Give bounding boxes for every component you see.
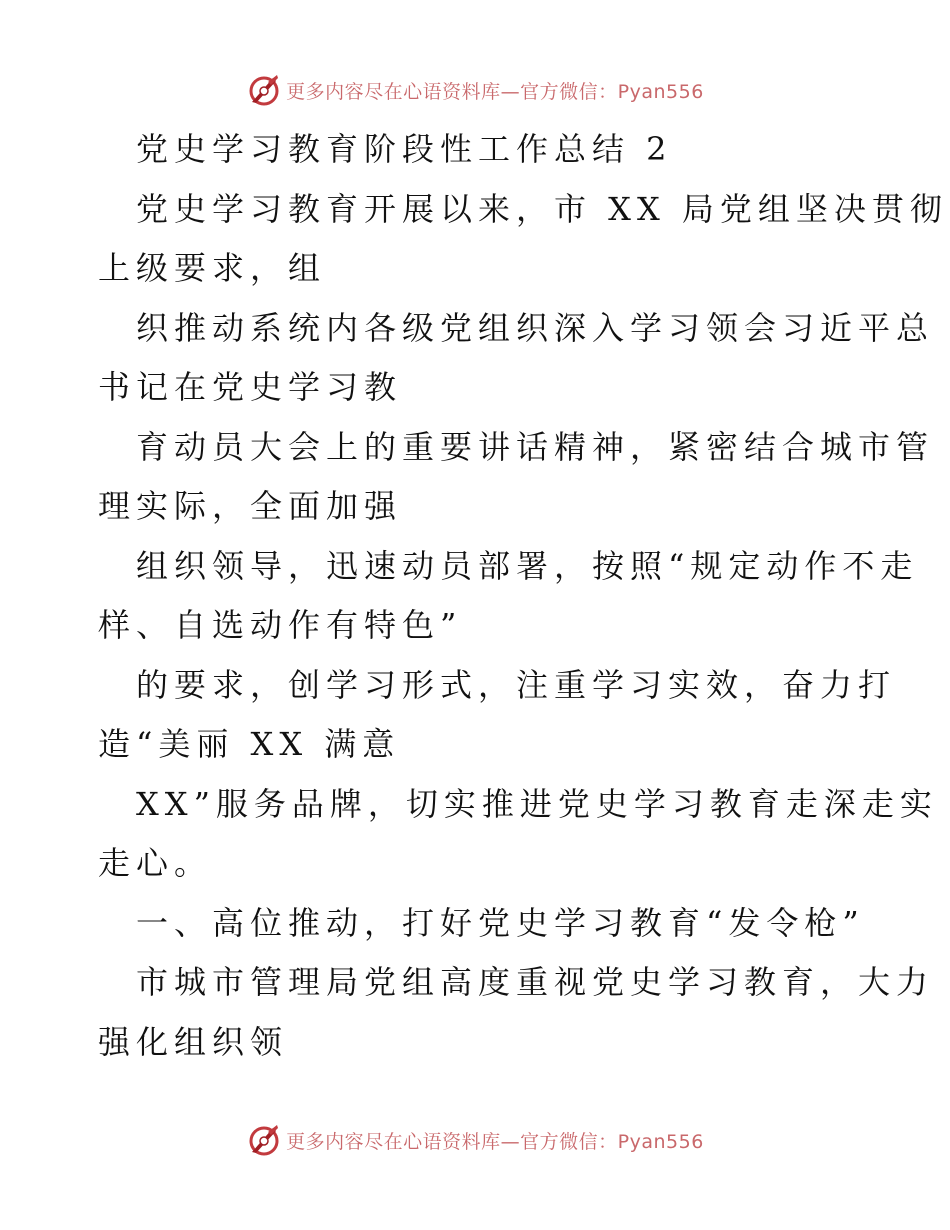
paragraph-line: 理实际，全面加强 [98, 487, 403, 525]
paragraph-line: 样、自选动作有特色” [98, 606, 463, 644]
paragraph-line: XX”服务品牌，切实推进党史学习教育走深走实 [136, 784, 938, 823]
paragraph-line: 造“美丽 XX 满意 [98, 725, 401, 763]
paragraph-line: 走心。 [98, 844, 213, 882]
paragraph-line: 党史学习教育开展以来，市 XX 局党组坚决贯彻 [136, 189, 948, 228]
paragraph-line: 上级要求，组 [98, 249, 327, 287]
paragraph-line: 市城市管理局党组高度重视党史学习教育，大力 [136, 963, 935, 1001]
paragraph-line: 组织领导，迅速动员部署，按照“规定动作不走 [136, 546, 919, 585]
watermark-text: 更多内容尽在心语资料库—官方微信：Pyan556 [286, 1130, 704, 1153]
paragraph-line: 书记在党史学习教 [98, 368, 403, 406]
paragraph-line: 织推动系统内各级党组织深入学习领会习近平总 [136, 308, 935, 347]
paragraph-line: 强化组织领 [98, 1022, 289, 1061]
document-title: 党史学习教育阶段性工作总结 2 [136, 130, 673, 168]
quill-pen-circle-icon [246, 1122, 282, 1158]
quill-pen-circle-icon [246, 72, 282, 108]
watermark-banner-bottom [0, 1120, 950, 1160]
section-heading: 一、高位推动，打好党史学习教育“发令枪” [136, 903, 865, 942]
paragraph-line: 育动员大会上的重要讲话精神，紧密结合城市管 [136, 427, 935, 466]
watermark-banner-top [0, 70, 950, 110]
document-body [98, 120, 948, 1072]
watermark-text: 更多内容尽在心语资料库—官方微信：Pyan556 [286, 80, 704, 103]
paragraph-line: 的要求，创学习形式，注重学习实效，奋力打 [136, 665, 897, 704]
